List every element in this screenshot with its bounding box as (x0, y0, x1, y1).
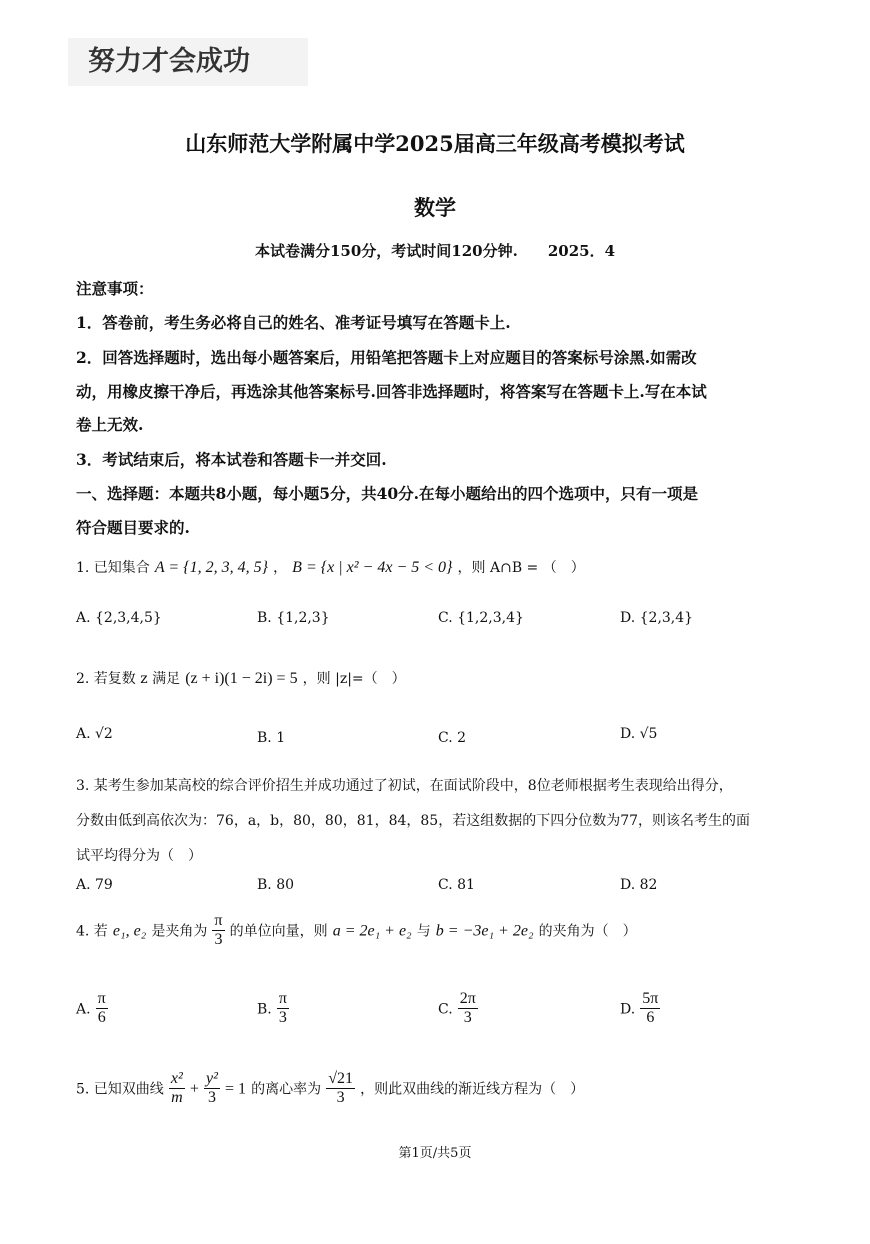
option-letter: B. (257, 1001, 272, 1018)
question-3-option-a: A. 79 (76, 877, 113, 893)
notice-item-2: 2．回答选择题时，选出每小题答案后，用铅笔把答题卡上对应题目的答案标号涂黑.如需改 (76, 348, 697, 367)
question-5 (76, 1070, 584, 1108)
question-2-option-d: D. √5 (620, 726, 658, 742)
option-num: 2π (458, 990, 478, 1009)
option-den: 3 (463, 1009, 472, 1027)
question-1 (76, 557, 585, 577)
exam-title: 山东师范大学附属中学2025届高三年级高考模拟考试 (185, 131, 685, 156)
notice-item-2-cont: 动，用橡皮擦干净后，再选涂其他答案标号.回答非选择题时，将答案写在答题卡上.写在本试 (76, 382, 707, 401)
question-5-eccentricity (326, 1070, 355, 1108)
question-2 (76, 668, 406, 688)
exam-subject: 数学 (414, 195, 456, 220)
frac-den: m (171, 1089, 183, 1107)
question-2-suffix: ，则 |z|=（ ） (302, 671, 406, 687)
question-4-vectors: e₁, e₂ (112, 922, 147, 940)
question-4-option-a (76, 990, 108, 1028)
question-2-prefix: 2. 若复数 z 满足 (76, 671, 181, 687)
question-1-set-a: A = {1, 2, 3, 4, 5} (154, 559, 268, 576)
exam-info: 本试卷满分150分，考试时间120分钟. 2025．4 (254, 242, 616, 260)
question-2-equation: (z + i)(1 − 2i) = 5 (185, 670, 298, 687)
question-1-comma: ， (273, 560, 288, 576)
frac-num: x² (169, 1070, 185, 1089)
option-fraction (640, 990, 660, 1028)
notice-item-3: 3．考试结束后，将本试卷和答题卡一并交回. (76, 450, 387, 469)
question-3-option-b: B. 80 (257, 877, 295, 893)
question-5-prefix: 5. 已知双曲线 (76, 1081, 164, 1098)
question-5-mid: 的离心率为 (251, 1081, 322, 1098)
option-den: 3 (278, 1009, 287, 1027)
question-4-with: 与 (416, 923, 431, 940)
option-num: 5π (640, 990, 660, 1009)
question-1-option-d: D. {2,3,4} (620, 610, 694, 626)
question-4-prefix: 4. 若 (76, 923, 108, 940)
question-2-option-a: A. √2 (76, 726, 113, 742)
frac-num: y² (204, 1070, 220, 1089)
question-3-line-2: 分数由低到高依次为：76，a，b，80，80，81，84，85，若这组数据的下四分位数为77，则该名考生的面 (76, 813, 751, 829)
plus-sign: + (189, 1080, 199, 1098)
question-4-option-c (438, 990, 478, 1028)
notice-item-1: 1．答卷前，考生务必将自己的姓名、准考证号填写在答题卡上. (76, 313, 511, 332)
question-4-option-d (620, 990, 660, 1028)
option-fraction (458, 990, 478, 1028)
question-4 (76, 912, 637, 950)
question-2-option-c: C. 2 (438, 730, 467, 746)
option-fraction (277, 990, 289, 1028)
option-letter: A. (76, 1001, 91, 1018)
question-3-option-c: C. 81 (438, 877, 475, 893)
option-fraction (96, 990, 108, 1028)
section-heading: 一、选择题：本题共8小题，每小题5分，共40分.在每小题给出的四个选项中，只有一项是 (76, 484, 699, 503)
question-4-suffix: 的夹角为（ ） (538, 923, 637, 940)
question-3-line-1: 3. 某考生参加某高校的综合评价招生并成功通过了初试，在面试阶段中，8位老师根据考生表现给出得分， (76, 778, 733, 794)
frac-den: 3 (336, 1089, 345, 1107)
question-1-set-b: B = {x | x² − 4x − 5 < 0} (292, 559, 453, 576)
question-4-vector-a: a = 2e₁ + e₂ (332, 922, 412, 940)
question-4-angle-den: 3 (214, 931, 223, 949)
question-4-vector-b: b = −3e₁ + 2e₂ (435, 922, 534, 940)
option-num: π (277, 990, 289, 1009)
question-4-mid2: 的单位向量，则 (229, 923, 328, 940)
section-heading-cont: 符合题目要求的. (76, 518, 190, 537)
question-1-prefix: 1. 已知集合 (76, 560, 150, 576)
question-1-suffix: ，则 A∩B = （ ） (457, 560, 585, 576)
question-5-suffix: ，则此双曲线的渐近线方程为（ ） (360, 1081, 585, 1098)
page-footer: 第1页/共5页 (398, 1146, 472, 1161)
question-2-option-b: B. 1 (257, 730, 286, 746)
option-num: π (96, 990, 108, 1009)
equals-one: = 1 (225, 1080, 247, 1098)
watermark: 努力才会成功 (68, 38, 308, 86)
question-4-angle-num: π (212, 912, 224, 931)
question-1-option-b: B. {1,2,3} (257, 610, 330, 626)
option-den: 6 (646, 1009, 655, 1027)
question-4-option-b (257, 990, 289, 1028)
question-5-frac-2 (204, 1070, 220, 1108)
question-5-frac-1 (169, 1070, 185, 1108)
question-1-option-a: A. {2,3,4,5} (76, 610, 162, 626)
question-3-option-d: D. 82 (620, 877, 658, 893)
frac-den: 3 (207, 1089, 216, 1107)
question-4-angle (212, 912, 224, 950)
option-den: 6 (97, 1009, 106, 1027)
notice-item-2-end: 卷上无效. (76, 415, 144, 434)
question-3-line-3: 试平均得分为（ ） (76, 848, 202, 864)
question-4-mid: 是夹角为 (151, 923, 208, 940)
option-letter: D. (620, 1001, 636, 1018)
option-letter: C. (438, 1001, 453, 1018)
frac-num: √21 (326, 1070, 355, 1089)
question-1-option-c: C. {1,2,3,4} (438, 610, 524, 626)
notice-heading: 注意事项： (76, 279, 154, 298)
